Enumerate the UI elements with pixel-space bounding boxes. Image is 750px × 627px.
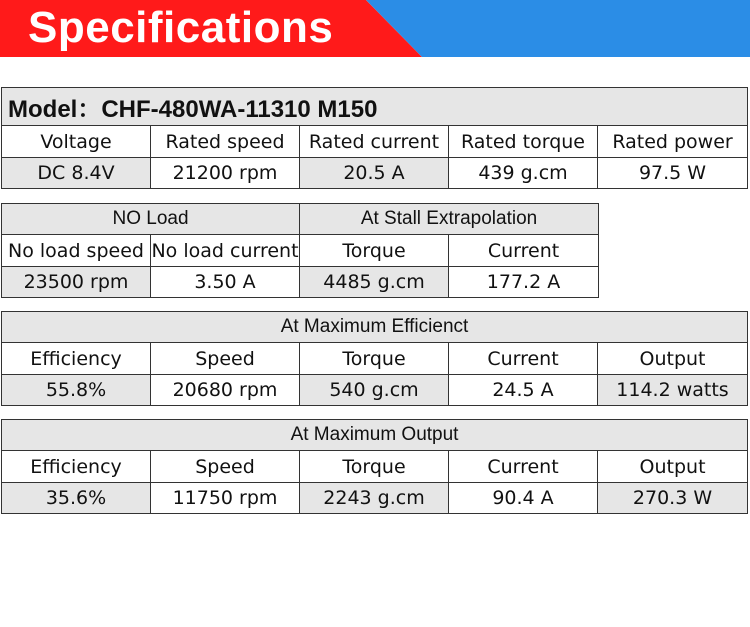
max-out-speed-header: Speed (151, 451, 300, 483)
max-out-current-value: 90.4 A (449, 483, 598, 514)
max-eff-output-header: Output (598, 343, 748, 375)
noload-stall-table (1, 203, 599, 298)
specifications-banner (0, 0, 750, 57)
max-eff-torque-value: 540 g.cm (300, 375, 449, 406)
max-eff-current-value: 24.5 A (449, 375, 598, 406)
noload-speed-value: 23500 rpm (2, 267, 151, 298)
max-eff-efficiency-header: Efficiency (2, 343, 151, 375)
max-eff-torque-header: Torque (300, 343, 449, 375)
rated-speed-value: 21200 rpm (151, 158, 300, 189)
stall-title: At Stall Extrapolation (300, 204, 599, 235)
rated-speed-header: Rated speed (151, 126, 300, 158)
voltage-value: DC 8.4V (2, 158, 151, 189)
stall-torque-value: 4485 g.cm (300, 267, 449, 298)
rated-power-header: Rated power (598, 126, 748, 158)
model-row (2, 88, 748, 126)
max-out-efficiency-header: Efficiency (2, 451, 151, 483)
max-out-output-header: Output (598, 451, 748, 483)
max-out-speed-value: 11750 rpm (151, 483, 300, 514)
stall-torque-header: Torque (300, 235, 449, 267)
max-eff-current-header: Current (449, 343, 598, 375)
rated-current-header: Rated current (300, 126, 449, 158)
rated-power-value: 97.5 W (598, 158, 748, 189)
max-eff-speed-header: Speed (151, 343, 300, 375)
stall-current-header: Current (449, 235, 599, 267)
max-out-efficiency-value: 35.6% (2, 483, 151, 514)
max-efficiency-title: At Maximum Efficienct (2, 312, 748, 343)
max-efficiency-table (1, 311, 748, 406)
noload-title: NO Load (2, 204, 300, 235)
max-eff-output-value: 114.2 watts (598, 375, 748, 406)
noload-current-header: No load current (151, 235, 300, 267)
max-output-table (1, 419, 748, 514)
max-eff-speed-value: 20680 rpm (151, 375, 300, 406)
stall-current-value: 177.2 A (449, 267, 599, 298)
max-out-output-value: 270.3 W (598, 483, 748, 514)
noload-speed-header: No load speed (2, 235, 151, 267)
max-out-torque-value: 2243 g.cm (300, 483, 449, 514)
max-output-title: At Maximum Output (2, 420, 748, 451)
banner-title: Specifications (28, 3, 334, 52)
voltage-header: Voltage (2, 126, 151, 158)
max-out-current-header: Current (449, 451, 598, 483)
model-label: Model： (8, 96, 102, 123)
rated-torque-value: 439 g.cm (449, 158, 598, 189)
max-out-torque-header: Torque (300, 451, 449, 483)
model-value: CHF-480WA-11310 M150 (101, 96, 378, 123)
max-eff-efficiency-value: 55.8% (2, 375, 151, 406)
noload-current-value: 3.50 A (151, 267, 300, 298)
rated-current-value: 20.5 A (300, 158, 449, 189)
rated-torque-header: Rated torque (449, 126, 598, 158)
rated-specs-table (1, 87, 748, 189)
